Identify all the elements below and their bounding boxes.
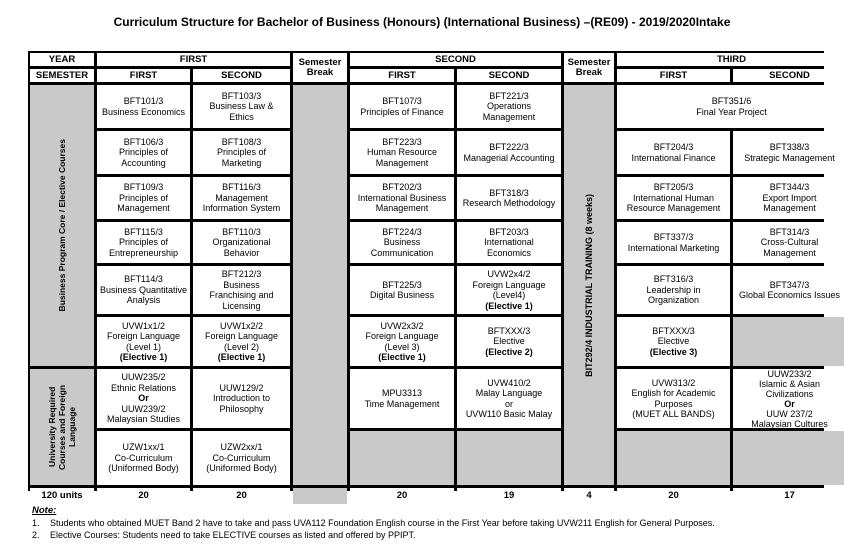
course-cell: BFT221/3 Operations Management: [457, 85, 561, 128]
course-cell: BFT203/3 International Economics: [457, 222, 561, 263]
note-item: 1. Students who obtained MUET Band 2 have to take and pass UVA112 Foundation English course in the First Year before taking UVW211 English for General Purposes.: [32, 518, 715, 528]
course-cell: UZW1xx/1 Co-Curriculum (Uniformed Body): [97, 431, 190, 485]
course-cell: BFT103/3 Business Law & Ethics: [193, 85, 290, 128]
course-cell: BFT316/3 Leadership in Organization: [617, 266, 730, 314]
course-cell: UZW2xx/1 Co-Curriculum (Uniformed Body): [193, 431, 290, 485]
course-cell: UVW410/2 Malay Language or UVW110 Basic Malay: [457, 369, 561, 428]
total-break-1: [293, 488, 347, 504]
course-cell: BFT114/3 Business Quantitative Analysis: [97, 266, 190, 314]
course-cell: BFTXXX/3 Elective (Elective 3): [617, 317, 730, 366]
course-cell: MPU3313 Time Management: [350, 369, 454, 428]
course-cell: UUW235/2 Ethnic Relations Or UUW239/2 Malaysian Studies: [97, 369, 190, 428]
industrial-training-cell: [564, 85, 614, 485]
total-y2s2: 19: [457, 488, 561, 504]
header-semester-break-2: Semester Break: [564, 53, 614, 82]
total-y1s2: 20: [193, 488, 290, 504]
course-cell: UUW129/2 Introduction to Philosophy: [193, 369, 290, 428]
group-core-text: Business Program Core / Elective Courses: [57, 139, 67, 312]
page-title: Curriculum Structure for Bachelor of Business (Honours) (International Business) –(RE09) - 2019/2020Intake: [113, 15, 731, 29]
course-cell: UVW313/2 English for Academic Purposes (MUET ALL BANDS): [617, 369, 730, 428]
total-y2s1: 20: [350, 488, 454, 504]
header-y1-sem1: FIRST: [97, 69, 190, 82]
course-cell: BFT337/3 International Marketing: [617, 222, 730, 263]
industrial-training-text: BIT292/4 INDUSTRIAL TRAINING (8 weeks): [584, 193, 594, 377]
semester-break-1-column: [293, 85, 347, 485]
total-y3s2: 17: [733, 488, 844, 504]
note-item: 2. Elective Courses: Students need to take ELECTIVE courses as listed and offered by PPIPT.: [32, 530, 416, 540]
header-semester: SEMESTER: [30, 69, 94, 82]
empty-cell: [733, 431, 844, 485]
header-y2-sem1: FIRST: [350, 69, 454, 82]
course-cell: BFT106/3 Principles of Accounting: [97, 131, 190, 174]
total-units-label: 120 units: [30, 488, 94, 504]
group-core-label: [30, 85, 94, 366]
total-y1s1: 20: [97, 488, 190, 504]
course-cell: BFT204/3 International Finance: [617, 131, 730, 174]
empty-cell: [457, 431, 561, 485]
course-cell: UVW2x4/2 Foreign Language (Level4) (Elective 1): [457, 266, 561, 314]
header-y2-sem2: SECOND: [457, 69, 561, 82]
course-cell: BFT115/3 Principles of Entrepreneurship: [97, 222, 190, 263]
group-university-text: University Required Courses and Foreign Language: [47, 384, 77, 470]
course-cell: BFT109/3 Principles of Management: [97, 177, 190, 219]
empty-cell: [350, 431, 454, 485]
header-year: YEAR: [30, 53, 94, 66]
course-cell: BFT347/3 Global Economics Issues: [733, 266, 844, 314]
total-y3s1: 20: [617, 488, 730, 504]
header-semester-break-1: Semester Break: [293, 53, 347, 82]
course-cell: BFT338/3 Strategic Management: [733, 131, 844, 174]
course-cell: BFT202/3 International Business Management: [350, 177, 454, 219]
course-cell: UVW2x3/2 Foreign Language (Level 3) (Elective 1): [350, 317, 454, 366]
course-cell: BFT205/3 International Human Resource Management: [617, 177, 730, 219]
header-second-year: SECOND: [350, 53, 561, 66]
course-cell: BFT101/3 Business Economics: [97, 85, 190, 128]
course-cell: UVW1x1/2 Foreign Language (Level 1) (Elective 1): [97, 317, 190, 366]
header-y3-sem1: FIRST: [617, 69, 730, 82]
empty-cell: [617, 431, 730, 485]
header-y3-sem2: SECOND: [733, 69, 844, 82]
group-university-label: [30, 369, 94, 485]
course-cell: BFT107/3 Principles of Finance: [350, 85, 454, 128]
total-break-2: 4: [564, 488, 614, 504]
course-cell: UUW233/2 Islamic & Asian Civilizations Or UUW 237/2 Malaysian Cultures: [733, 369, 844, 428]
course-cell: BFT110/3 Organizational Behavior: [193, 222, 290, 263]
notes-heading: Note:: [32, 505, 57, 516]
course-cell: BFT222/3 Managerial Accounting: [457, 131, 561, 174]
curriculum-table: [28, 51, 841, 501]
course-cell: BFT212/3 Business Franchising and Licensing: [193, 266, 290, 314]
course-cell: BFT318/3 Research Methodology: [457, 177, 561, 219]
course-cell: BFT225/3 Digital Business: [350, 266, 454, 314]
course-cell: BFT223/3 Human Resource Management: [350, 131, 454, 174]
course-cell-final-year-project: BFT351/6 Final Year Project: [617, 85, 844, 128]
course-cell: BFT224/3 Business Communication: [350, 222, 454, 263]
header-first-year: FIRST: [97, 53, 290, 66]
course-cell: BFT314/3 Cross-Cultural Management: [733, 222, 844, 263]
course-cell: BFT108/3 Principles of Marketing: [193, 131, 290, 174]
course-cell: BFT116/3 Management Information System: [193, 177, 290, 219]
course-cell: BFT344/3 Export Import Management: [733, 177, 844, 219]
course-cell: UVW1x2/2 Foreign Language (Level 2) (Elective 1): [193, 317, 290, 366]
header-third-year: THIRD: [617, 53, 844, 66]
course-cell: BFTXXX/3 Elective (Elective 2): [457, 317, 561, 366]
header-y1-sem2: SECOND: [193, 69, 290, 82]
empty-cell: [733, 317, 844, 366]
notes-section: [32, 505, 715, 541]
